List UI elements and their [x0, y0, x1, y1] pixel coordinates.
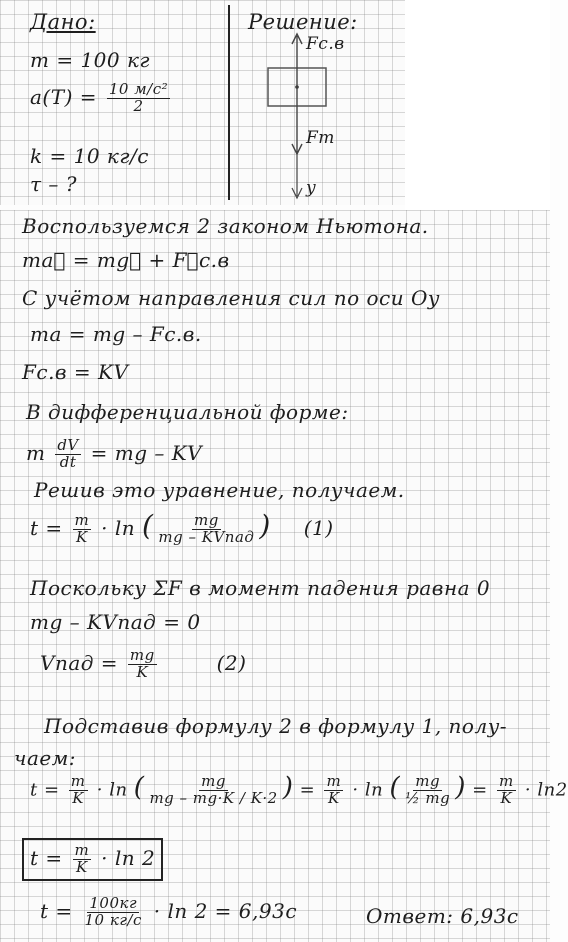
diff-den: dt — [59, 452, 77, 471]
eq2-lhs: Vпад = — [40, 650, 119, 675]
substitution-note-line1: Подставив формулу 2 в формулу 1, полу- — [44, 714, 508, 738]
eq1-m: m — [74, 511, 90, 530]
vector-equation: ma⃗ = mg⃗ + F⃗с.в — [22, 248, 230, 272]
sub-m-2: m — [326, 772, 342, 790]
given-k: k = 10 кг/с — [30, 144, 149, 168]
sub-k: K — [72, 788, 84, 807]
eq2-fraction — [128, 648, 157, 681]
sub-eq-2: = — [299, 779, 316, 801]
final-lhs: t = — [40, 898, 73, 923]
acc-lhs: a(T) = — [30, 84, 97, 109]
sub-fraction-1 — [147, 774, 279, 807]
solution-header: Решение: — [248, 10, 358, 34]
net-force-note: Поскольку ΣF в момент падения равна 0 — [30, 576, 491, 600]
sub-eq-3: = — [472, 779, 488, 801]
newton-law-line: Воспользуемся 2 законом Ньютона. — [22, 214, 429, 238]
final-num: 100кг — [89, 894, 138, 912]
gravity-label: Fт — [306, 128, 335, 148]
axis-label: y — [306, 178, 317, 198]
sub-ln: · ln — [96, 779, 128, 801]
sub-ln2: · ln2 — [524, 779, 568, 801]
eq1-log-fraction — [156, 513, 256, 546]
eq1-ln: · ln — [101, 516, 136, 540]
sub-den-2: ½ mg — [405, 788, 451, 807]
acc-numerator: 10 м/с² — [108, 80, 169, 98]
eq1-paren-open: ( — [141, 509, 154, 542]
boxed-result — [22, 838, 163, 881]
boxed-k: K — [76, 857, 88, 876]
differential-form-note: В дифференциальной форме: — [26, 400, 349, 424]
eq2-tag: (2) — [216, 650, 247, 675]
eq1-lhs: t = — [30, 516, 63, 540]
acc-denominator: 2 — [133, 96, 144, 115]
sub-num-1: mg — [201, 772, 226, 790]
drag-force-label: Fс.в — [306, 34, 345, 54]
sub-mk-fraction-3 — [497, 774, 516, 807]
final-fraction — [83, 896, 144, 929]
sub-ln-2: · ln — [352, 779, 384, 801]
eq1-log-den: mg – KVпад — [158, 528, 255, 546]
eq1-k: K — [76, 528, 88, 546]
sub-mk-fraction — [69, 774, 88, 807]
sub-paren-close-2: ) — [455, 772, 466, 803]
final-den: 10 кг/с — [84, 910, 142, 929]
blank-margin — [405, 0, 550, 210]
boxed-m: m — [74, 841, 90, 859]
sub-den-1: mg – mg·K / K·2 — [149, 788, 278, 807]
final-rhs: · ln 2 = 6,93с — [153, 898, 298, 923]
equilibrium-equation: mg – KVпад = 0 — [30, 610, 201, 634]
equation-2 — [40, 648, 246, 681]
sub-paren-close-1: ) — [282, 772, 294, 803]
differential-equation — [26, 438, 202, 471]
boxed-tail: · ln 2 — [101, 845, 156, 870]
sub-fraction-2 — [403, 774, 452, 807]
sub-num-2: mg — [415, 772, 441, 790]
scalar-equation: ma = mg – Fс.в. — [30, 322, 202, 346]
diff-m: m — [26, 440, 46, 465]
sub-m-3: m — [498, 772, 514, 790]
given-unknown: τ – ? — [30, 172, 78, 196]
eq1-mk-fraction — [73, 513, 92, 546]
final-computation — [40, 896, 297, 929]
force-diagram — [0, 0, 400, 205]
solving-note: Решив это уравнение, получаем. — [34, 478, 405, 502]
given-header: Дано: — [30, 10, 96, 34]
sub-paren-open-2: ( — [389, 772, 401, 803]
sub-mk-fraction-2 — [324, 774, 343, 807]
boxed-fraction — [73, 843, 92, 876]
drag-force-equation: Fс.в = KV — [22, 360, 129, 384]
sub-paren-open-1: ( — [133, 772, 145, 803]
sub-k-2: K — [327, 788, 340, 807]
diff-fraction — [55, 438, 80, 471]
sub-t: t = — [30, 779, 60, 801]
answer: Ответ: 6,93с — [366, 904, 519, 928]
boxed-formula — [22, 838, 163, 881]
projection-note: С учётом направления сил по оси Оy — [22, 286, 440, 310]
sub-m: m — [70, 772, 86, 790]
diff-rhs: = mg – KV — [90, 440, 203, 465]
eq1-tag: (1) — [303, 516, 334, 540]
eq1-paren-close: ) — [259, 509, 271, 542]
substituted-equation — [30, 774, 568, 807]
eq2-den: K — [136, 662, 149, 681]
diff-num: dV — [57, 436, 79, 454]
substitution-note-line2: чаем: — [14, 746, 77, 770]
eq2-num: mg — [129, 646, 155, 664]
equation-1 — [30, 509, 334, 546]
boxed-lhs: t = — [30, 845, 63, 870]
sub-k-3: K — [500, 788, 513, 807]
given-mass: m = 100 кг — [30, 48, 151, 72]
eq1-log-num: mg — [194, 511, 219, 530]
